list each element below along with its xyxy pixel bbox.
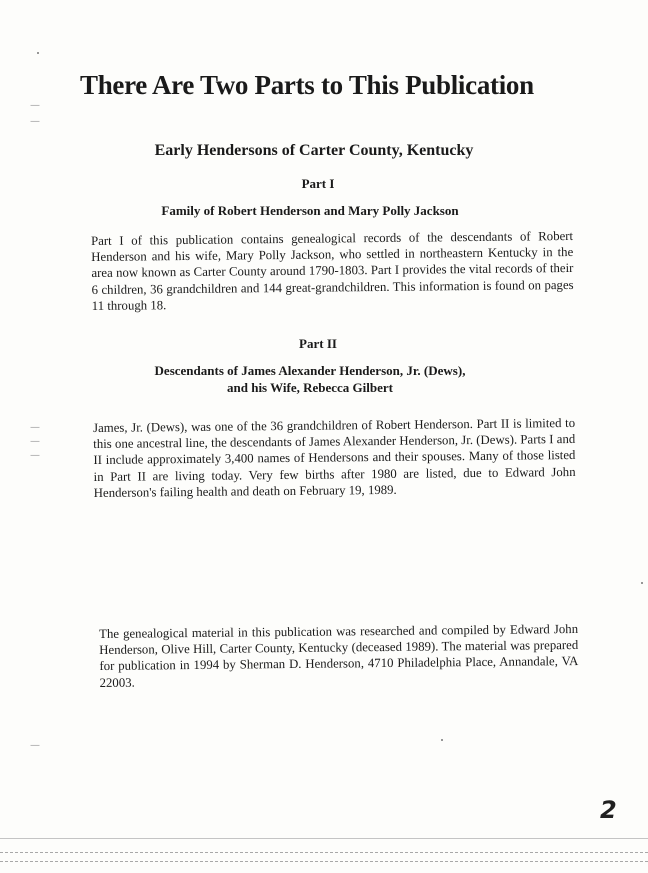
scan-mark: — xyxy=(30,116,40,127)
scan-mark: — xyxy=(30,422,40,433)
page-number: 2 xyxy=(600,796,617,824)
scan-edge-line xyxy=(0,861,648,862)
scan-mark: — xyxy=(30,740,40,751)
scan-mark: — xyxy=(30,436,40,447)
part2-description: James, Jr. (Dews), was one of the 36 grandchildren of Robert Henderson. Part II is limited to this one ancestral line, the descendants of James Alexander Henderson, Jr. (Dews). Parts I and II include approximately 3,400 names of Hendersons and their spouses. Many of those listed in Part II are living today. Very few births after 1980 are listed, due to Edward John Henderson's failing health and death on February 19, 1989. xyxy=(93,415,576,500)
publication-subtitle: Early Hendersons of Carter County, Kentucky xyxy=(154,142,474,159)
scan-edge-line xyxy=(0,838,648,839)
scan-mark: — xyxy=(30,100,40,111)
page-title: There Are Two Parts to This Publication xyxy=(80,70,534,100)
part1-heading: Family of Robert Henderson and Mary Polly Jackson xyxy=(161,203,459,218)
part2-heading-line1: Descendants of James Alexander Henderson, Jr. (Dews), xyxy=(154,363,466,378)
scan-speck xyxy=(641,582,643,584)
scan-speck xyxy=(37,52,39,54)
part2-label: Part II xyxy=(299,336,337,351)
part2-heading-line2: and his Wife, Rebecca Gilbert xyxy=(227,380,393,395)
part1-label: Part I xyxy=(301,176,335,191)
scan-mark: — xyxy=(30,450,40,461)
scan-speck xyxy=(441,739,443,741)
credits-paragraph: The genealogical material in this publication was researched and compiled by Edward John Henderson, Olive Hill, Carter County, Kentucky (deceased 1989). The material was prepared for publication in 1994 by Sherman D. Henderson, 4710 Philadelphia Place, Annandale, VA 22003. xyxy=(99,621,579,690)
part1-description: Part I of this publication contains genealogical records of the descendants of Robert Henderson and his wife, Mary Polly Jackson, who settled in northeastern Kentucky in the area now known as Carter County around 1790-1803. Part I provides the vital records of their 6 children, 36 grandchildren and 144 great-grandchildren. This information is found on pages 11 through 18. xyxy=(91,228,574,313)
scan-edge-line xyxy=(0,852,648,853)
part2-heading xyxy=(0,362,634,396)
